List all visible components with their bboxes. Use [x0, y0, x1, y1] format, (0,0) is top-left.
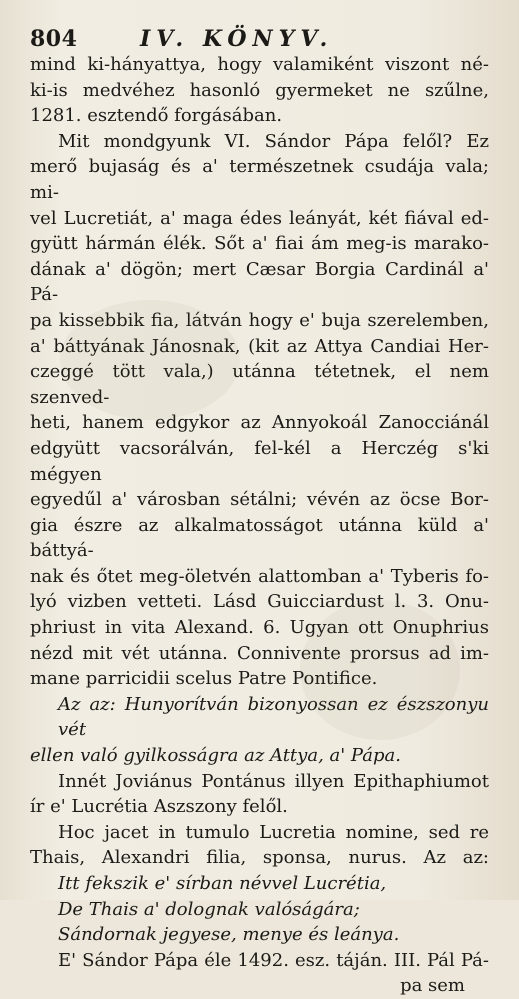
text-line: edgyütt vacsorálván, fel-kél a Herczég s'ki mégyen	[30, 437, 489, 485]
text-line: gyütt hármán élék. Sőt a' fiai ám meg-is marako-	[30, 233, 489, 255]
running-header	[30, 24, 489, 54]
text-line: 1281. esztendő forgásában.	[30, 105, 283, 127]
page-number: 804	[30, 26, 78, 52]
text-line: ellen való gyilkosságra az Attya, a' Pápa.	[30, 745, 401, 767]
text-line: Sándornak jegyese, menye és leánya.	[58, 924, 400, 946]
body-text	[30, 52, 489, 999]
text-line: Az az: Hunyorítván bizonyossan ez észszonyu vét	[58, 693, 489, 741]
text-line: lyó vizben vetteti. Lásd Guicciardust l. 3. Onu-	[30, 591, 489, 613]
text-line: a' báttyának Jánosnak, (kit az Attya Candiai Her-	[30, 335, 489, 357]
text-line: ír e' Lucrétia Aszszony felől.	[30, 796, 288, 818]
text-line: phriust in vita Alexand. 6. Ugyan ott Onuphrius	[30, 617, 489, 639]
text-line: Thais, Alexandri filia, sponsa, nurus. Az az:	[30, 847, 489, 869]
text-line: pa sem	[400, 975, 465, 997]
text-line: mane parricidii scelus Patre Pontifice.	[30, 668, 378, 690]
text-line: heti, hanem edgykor az Annyokoál Zanocciánál	[30, 412, 489, 434]
text-line: Itt fekszik e' sírban névvel Lucrétia,	[58, 873, 387, 894]
text-line: Mit mondgyunk VI. Sándor Pápa felől? Ez	[58, 130, 489, 152]
text-line: De Thais a' dolognak valóságára;	[58, 898, 360, 920]
text-line: vel Lucretiát, a' maga édes leányát, két fiával ed-	[30, 207, 489, 229]
text-line: gia észre az alkalmatosságot utánna küld a' báttyá-	[30, 514, 489, 562]
text-line: Innét Joviánus Pontánus illyen Epithaphiumot	[58, 770, 489, 792]
text-line: nézd mit vét utánna. Connivente prorsus ad im-	[30, 642, 489, 664]
text-line: dának a' dögön; mert Cæsar Borgia Cardinál a' Pá-	[30, 258, 489, 306]
text-line: czeggé tött vala,) utánna tétetnek, el nem szenved-	[30, 361, 489, 408]
text-line: nak és őtet meg-öletvén alattomban a' Tyberis fo-	[30, 565, 489, 587]
text-line: mind ki-hányattya, hogy valamiként viszont né-	[30, 54, 489, 75]
text-line: egyedűl a' városban sétálni; vévén az öcse Bor-	[30, 489, 489, 511]
text-line: Hoc jacet in tumulo Lucretia nomine, sed re	[58, 821, 489, 843]
text-line: pa kissebbik fia, látván hogy e' buja szerelemben,	[30, 309, 489, 331]
running-title: IV. KÖNYV.	[140, 26, 334, 52]
text-line: ki-is medvéhez hasonló gyermeket ne szűlne,	[30, 79, 489, 101]
text-line: merő bujaság és a' természetnek csudája vala; mi-	[30, 156, 489, 203]
text-line: E' Sándor Pápa éle 1492. esz. táján. III. Pál Pá-	[58, 949, 489, 971]
